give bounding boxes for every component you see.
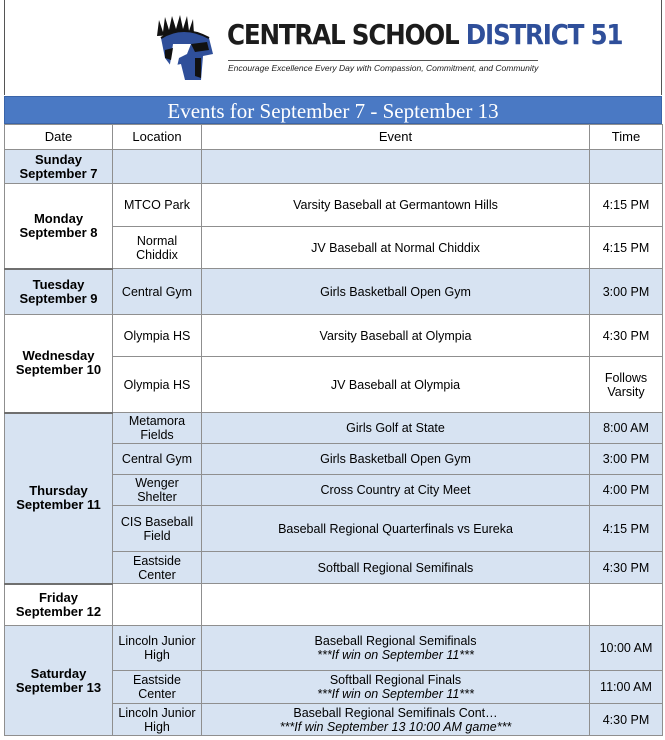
time-cell: 4:30 PM xyxy=(590,704,663,736)
event-cell: Girls Basketball Open Gym xyxy=(202,444,590,475)
events-banner: Events for September 7 - September 13 xyxy=(4,96,662,124)
day-cell-sunday xyxy=(5,150,113,184)
time-cell xyxy=(590,150,663,184)
location-cell: Lincoln Junior High xyxy=(113,626,202,671)
day-cell-thursday xyxy=(5,413,113,584)
location-cell: Central Gym xyxy=(113,269,202,315)
event-cell: Softball Regional Semifinals xyxy=(202,552,590,584)
event-cell xyxy=(202,584,590,626)
event-note: ***If win on September 11*** xyxy=(317,648,474,662)
col-header-date: Date xyxy=(5,125,113,150)
col-header-location: Location xyxy=(113,125,202,150)
location-cell: Metamora Fields xyxy=(113,413,202,444)
event-note: ***If win September 13 10:00 AM game*** xyxy=(279,719,512,734)
day-cell-tuesday xyxy=(5,269,113,315)
event-cell xyxy=(202,671,590,704)
table-row xyxy=(5,584,663,626)
event-cell xyxy=(202,704,590,736)
event-title: Softball Regional Finals xyxy=(329,673,462,687)
event-cell: Varsity Baseball at Germantown Hills xyxy=(202,184,590,227)
col-header-event: Event xyxy=(202,125,590,150)
time-cell: 4:30 PM xyxy=(590,552,663,584)
day-name: Friday xyxy=(38,589,78,605)
header xyxy=(4,0,662,95)
time-cell: 4:00 PM xyxy=(590,475,663,506)
spartan-helmet-icon xyxy=(151,14,223,82)
time-cell: Follows Varsity xyxy=(590,357,663,413)
location-cell: Normal Chiddix xyxy=(113,227,202,269)
day-cell-wednesday xyxy=(5,315,113,413)
day-date: September 12 xyxy=(15,603,102,619)
table-row xyxy=(5,315,663,357)
location-cell: Lincoln Junior High xyxy=(113,704,202,736)
table-row xyxy=(5,413,663,444)
location-cell: Wenger Shelter xyxy=(113,475,202,506)
location-cell xyxy=(113,584,202,626)
event-title: Baseball Regional Semifinals Cont… xyxy=(293,705,498,720)
time-cell: 4:30 PM xyxy=(590,315,663,357)
table-header-row xyxy=(5,125,663,150)
time-cell: 4:15 PM xyxy=(590,506,663,552)
event-cell: Baseball Regional Quarterfinals vs Eureka xyxy=(202,506,590,552)
day-date: September 11 xyxy=(16,497,101,512)
day-date: September 8 xyxy=(19,224,98,240)
day-name: Sunday xyxy=(35,151,82,167)
district-name-part1: CENTRAL SCHOOL xyxy=(227,18,466,51)
table-row xyxy=(5,269,663,315)
time-cell xyxy=(590,584,663,626)
events-table xyxy=(4,124,663,736)
event-cell xyxy=(202,626,590,671)
event-cell: JV Baseball at Olympia xyxy=(202,357,590,413)
table-row xyxy=(5,184,663,227)
location-cell: Eastside Center xyxy=(113,552,202,584)
event-cell xyxy=(202,150,590,184)
location-cell: Eastside Center xyxy=(113,671,202,704)
district-name xyxy=(227,18,622,52)
time-cell: 3:00 PM xyxy=(590,269,663,315)
location-cell: CIS Baseball Field xyxy=(113,506,202,552)
col-header-time: Time xyxy=(590,125,663,150)
day-name: Saturday xyxy=(30,665,87,681)
location-cell: MTCO Park xyxy=(113,184,202,227)
table-row xyxy=(5,626,663,671)
location-cell: Olympia HS xyxy=(113,315,202,357)
time-cell: 11:00 AM xyxy=(590,671,663,704)
district-motto: Encourage Excellence Every Day with Compassion, Commitment, and Community xyxy=(228,60,538,73)
day-cell-saturday xyxy=(5,626,113,736)
table-row xyxy=(5,150,663,184)
event-cell: Girls Basketball Open Gym xyxy=(202,269,590,315)
day-name: Monday xyxy=(33,210,84,226)
event-cell: JV Baseball at Normal Chiddix xyxy=(202,227,590,269)
day-cell-friday xyxy=(5,584,113,626)
time-cell: 10:00 AM xyxy=(590,626,663,671)
day-name: Thursday xyxy=(29,483,88,498)
event-cell: Cross Country at City Meet xyxy=(202,475,590,506)
day-date: September 9 xyxy=(19,290,98,306)
event-cell: Varsity Baseball at Olympia xyxy=(202,315,590,357)
location-cell: Olympia HS xyxy=(113,357,202,413)
day-cell-monday xyxy=(5,184,113,269)
day-name: Tuesday xyxy=(32,276,85,292)
event-note: ***If win on September 11*** xyxy=(317,687,474,701)
district-name-part2: DISTRICT 51 xyxy=(465,18,623,51)
time-cell: 8:00 AM xyxy=(590,413,663,444)
time-cell: 4:15 PM xyxy=(590,184,663,227)
location-cell: Central Gym xyxy=(113,444,202,475)
time-cell: 4:15 PM xyxy=(590,227,663,269)
time-cell: 3:00 PM xyxy=(590,444,663,475)
day-date: September 10 xyxy=(15,362,102,378)
day-date: September 7 xyxy=(19,165,98,181)
location-cell xyxy=(113,150,202,184)
day-date: September 13 xyxy=(15,679,102,695)
event-cell: Girls Golf at State xyxy=(202,413,590,444)
day-name: Wednesday xyxy=(22,348,95,364)
event-title: Baseball Regional Semifinals xyxy=(314,634,477,648)
